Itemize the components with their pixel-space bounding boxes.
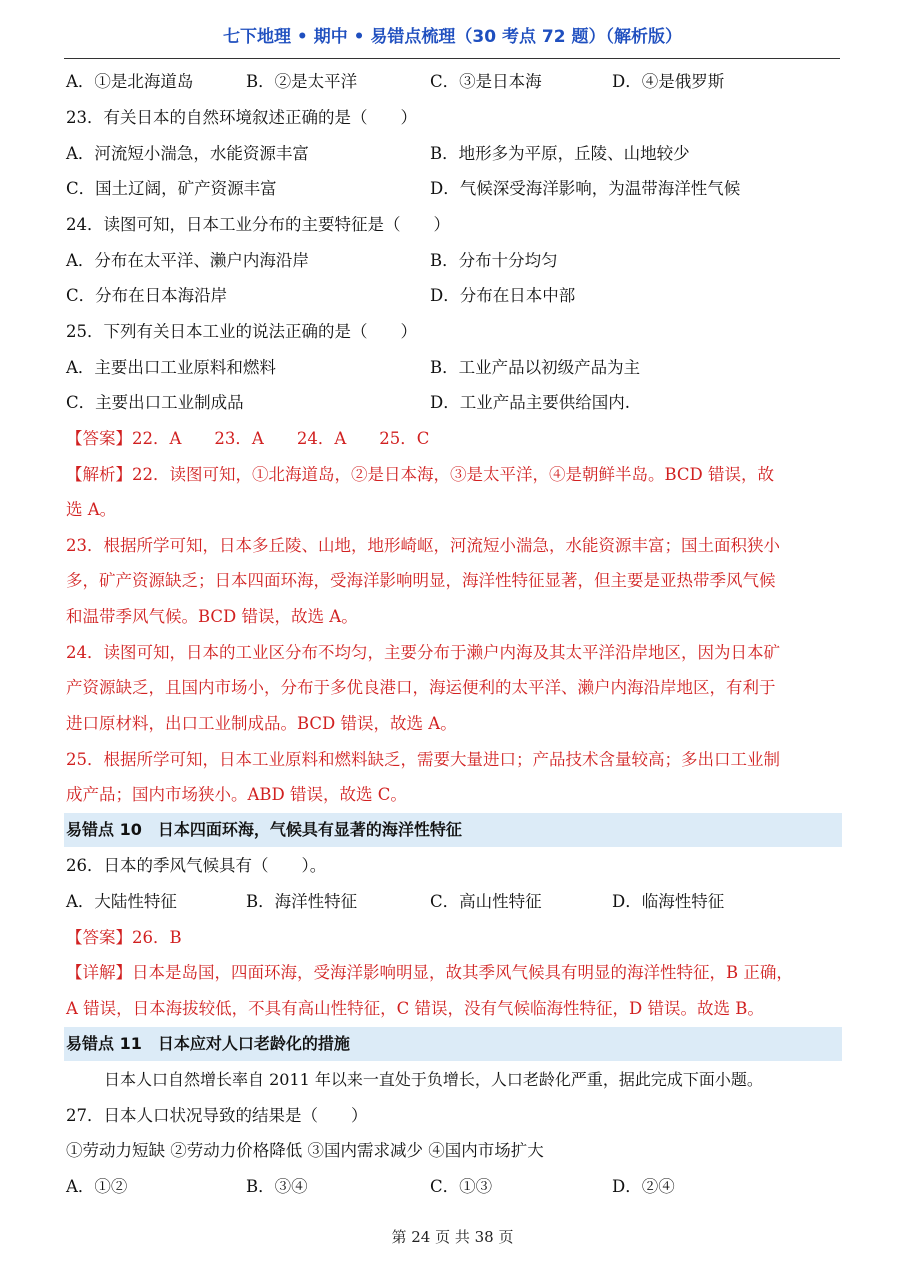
answer-26: 【答案】26．B: [66, 928, 182, 947]
page-number-footer: 第 24 页 共 38 页: [391, 1228, 514, 1246]
q25-stem: 25．下列有关日本工业的说法正确的是（ ）: [66, 322, 417, 341]
q27-option-c: C．①③: [430, 1177, 493, 1196]
q23-option-a: A．河流短小湍急，水能资源丰富: [66, 144, 309, 163]
page-header-title: 七下地理 • 期中 • 易错点梳理（30 考点 72 题）（解析版）: [223, 27, 682, 47]
q27-items: ①劳动力短缺 ②劳动力价格降低 ③国内需求减少 ④国内市场扩大: [66, 1141, 544, 1160]
analysis-line: 25．根据所学可知，日本工业原料和燃料缺乏，需要大量进口；产品技术含量较高；多出口工业制: [66, 750, 780, 769]
q26-option-a: A．大陆性特征: [66, 892, 177, 911]
q26-option-d: D．临海性特征: [612, 892, 725, 911]
q25-option-c: C．主要出口工业制成品: [66, 393, 244, 412]
analysis-line: 和温带季风气候。BCD 错误，故选 A。: [66, 607, 358, 626]
q22-option-d: D．④是俄罗斯: [612, 72, 725, 91]
analysis-line: 产资源缺乏，且国内市场小，分布于多优良港口，海运便利的太平洋、濑户内海沿岸地区，有利于: [66, 678, 776, 697]
q27-intro: 日本人口自然增长率自 2011 年以来一直处于负增长，人口老龄化严重，据此完成下面小题。: [104, 1070, 763, 1089]
q24-option-d: D．分布在日本中部: [430, 286, 576, 305]
header-divider: [64, 58, 840, 59]
q25-option-b: B．工业产品以初级产品为主: [430, 358, 641, 377]
analysis-line: 【解析】22．读图可知，①北海道岛，②是日本海，③是太平洋，④是朝鲜半岛。BCD 错误，故: [66, 465, 775, 484]
q27-option-d: D．②④: [612, 1177, 675, 1196]
q23-option-c: C．国土辽阔，矿产资源丰富: [66, 179, 277, 198]
analysis-line: 24．读图可知，日本的工业区分布不均匀，主要分布于濑户内海及其太平洋沿岸地区，因为日本矿: [66, 643, 780, 662]
answer-22-25: 【答案】22．A 23．A 24．A 25．C: [66, 429, 430, 448]
q26-option-c: C．高山性特征: [430, 892, 542, 911]
q23-option-d: D．气候深受海洋影响，为温带海洋性气候: [430, 179, 741, 198]
q25-option-d: D．工业产品主要供给国内.: [430, 393, 630, 412]
q27-option-a: A．①②: [66, 1177, 128, 1196]
q23-option-b: B．地形多为平原，丘陵、山地较少: [430, 144, 690, 163]
q22-option-c: C．③是日本海: [430, 72, 542, 91]
q27-option-b: B．③④: [246, 1177, 308, 1196]
analysis-line: 多，矿产资源缺乏；日本四面环海，受海洋影响明显，海洋性特征显著，但主要是亚热带季风气候: [66, 571, 776, 590]
q26-stem: 26．日本的季风气候具有（ ）。: [66, 856, 327, 875]
q24-option-b: B．分布十分均匀: [430, 251, 558, 270]
analysis-line: 选 A。: [66, 500, 117, 519]
q27-stem: 27．日本人口状况导致的结果是（ ）: [66, 1106, 368, 1125]
analysis-line: 成产品；国内市场狭小。ABD 错误，故选 C。: [66, 785, 407, 804]
section-11-heading: 易错点 11 日本应对人口老龄化的措施: [64, 1027, 842, 1061]
analysis-line: 进口原材料，出口工业制成品。BCD 错误，故选 A。: [66, 714, 457, 733]
q22-option-a: A．①是北海道岛: [66, 72, 194, 91]
section-10-heading: 易错点 10 日本四面环海，气候具有显著的海洋性特征: [64, 813, 842, 847]
analysis-line: 【详解】日本是岛国，四面环海，受海洋影响明显，故其季风气候具有明显的海洋性特征，B 正确，: [66, 963, 793, 982]
q24-option-c: C．分布在日本海沿岸: [66, 286, 228, 305]
analysis-line: 23．根据所学可知，日本多丘陵、山地，地形崎岖，河流短小湍急，水能资源丰富；国土面积狭小: [66, 536, 780, 555]
q26-option-b: B．海洋性特征: [246, 892, 358, 911]
q24-option-a: A．分布在太平洋、濑户内海沿岸: [66, 251, 309, 270]
q23-stem: 23．有关日本的自然环境叙述正确的是（ ）: [66, 108, 417, 127]
q24-stem: 24．读图可知，日本工业分布的主要特征是（ ）: [66, 215, 450, 234]
q22-option-b: B．②是太平洋: [246, 72, 358, 91]
q25-option-a: A．主要出口工业原料和燃料: [66, 358, 276, 377]
analysis-line: A 错误，日本海拔较低，不具有高山性特征，C 错误，没有气候临海性特征，D 错误。故选 B。: [66, 999, 764, 1018]
